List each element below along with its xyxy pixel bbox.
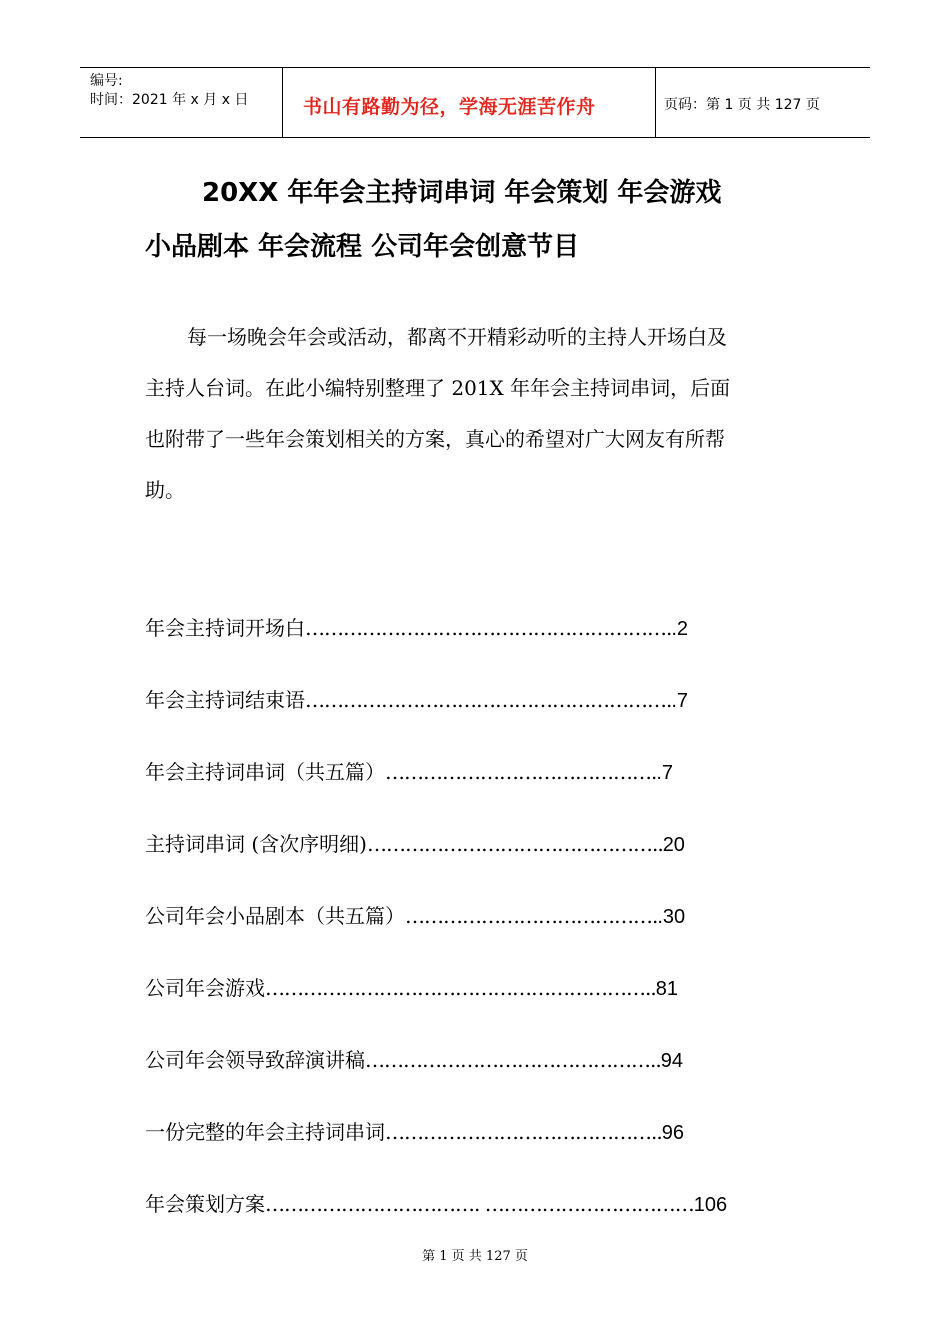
header-motto: 书山有路勤为径，学海无涯苦作舟 — [303, 96, 596, 118]
toc-entry-page: 81 — [655, 978, 678, 1000]
page-footer: 第 1 页 共 127 页 — [422, 1249, 528, 1264]
toc-entry-title: 年会主持词开场白 — [145, 616, 305, 640]
title-line-2: 小品剧本 年会流程 公司年会创意节目 — [145, 232, 580, 262]
toc-entry-leader: ……………………………………. — [385, 760, 657, 784]
toc-entry-title: 主持词串词 (含次序明细) — [145, 832, 367, 856]
intro-line-3: 也附带了一些年会策划相关的方案，真心的希望对广大网友有所帮 — [145, 427, 725, 451]
header-motto-cell — [282, 68, 656, 137]
toc-entry[interactable] — [145, 970, 785, 1006]
toc-entry[interactable] — [145, 898, 785, 934]
toc-entry-title: 公司年会小品剧本（共五篇） — [145, 904, 405, 928]
toc-entry-leader: ……………………………………….. — [365, 1048, 661, 1072]
toc-entry-title: 一份完整的年会主持词串词 — [145, 1120, 385, 1144]
page-header — [80, 67, 870, 138]
toc-entry-title: 公司年会游戏 — [145, 976, 265, 1000]
toc-entry-page: .7 — [656, 762, 674, 784]
toc-entry-title: 公司年会领导致辞演讲稿 — [145, 1048, 365, 1072]
toc-entry-leader: …………………………………. — [405, 904, 658, 928]
title-line-1: 20XX 年年会主持词串词 年会策划 年会游戏 — [202, 178, 722, 208]
toc-entry-leader: …………………………………………………. — [305, 616, 672, 640]
toc-entry-title: 年会策划方案 — [145, 1192, 265, 1216]
toc-entry[interactable] — [145, 682, 785, 718]
toc-entry-leader: …………………………………………………….. — [265, 976, 656, 1000]
toc-entry-page: 94 — [660, 1050, 683, 1072]
toc-entry[interactable] — [145, 1042, 785, 1078]
toc-entry-page: 106 — [693, 1194, 728, 1216]
toc-entry-leader: ……………………………. …………………………… — [265, 1192, 694, 1216]
document-title — [145, 166, 825, 274]
document-time-label: 时间：2021 年 x 月 x 日 — [90, 92, 249, 108]
toc-entry[interactable] — [145, 1114, 785, 1150]
toc-entry-page: 20 — [662, 834, 685, 856]
toc-entry-page: .7 — [671, 690, 689, 712]
intro-line-1: 每一场晚会年会或活动，都离不开精彩动听的主持人开场白及 — [187, 325, 727, 349]
intro-line-2: 主持人台词。在此小编特别整理了 201X 年年会主持词串词，后面 — [145, 376, 731, 400]
toc-entry-leader: ……………………………………….. — [366, 832, 663, 856]
header-page-info: 页码：第 1 页 共 127 页 — [664, 97, 820, 113]
toc-entry[interactable] — [145, 1186, 785, 1222]
header-meta-cell — [80, 68, 282, 137]
toc-entry-page: 96 — [661, 1122, 684, 1144]
toc-entry-title: 年会主持词串词（共五篇） — [145, 760, 385, 784]
toc-entry-page: .30 — [657, 906, 686, 928]
toc-entry[interactable] — [145, 610, 785, 646]
toc-entry[interactable] — [145, 826, 785, 862]
header-page-cell — [656, 68, 870, 137]
toc-entry-page: .2 — [671, 618, 689, 640]
intro-line-4: 助。 — [145, 478, 185, 502]
document-number-label: 编号: — [90, 73, 123, 89]
toc-entry-leader: …………………………………….. — [385, 1120, 662, 1144]
toc-entry-leader: …………………………………………………. — [305, 688, 672, 712]
toc-entry-title: 年会主持词结束语 — [145, 688, 305, 712]
intro-paragraph — [145, 312, 809, 516]
toc-entry[interactable] — [145, 754, 785, 790]
